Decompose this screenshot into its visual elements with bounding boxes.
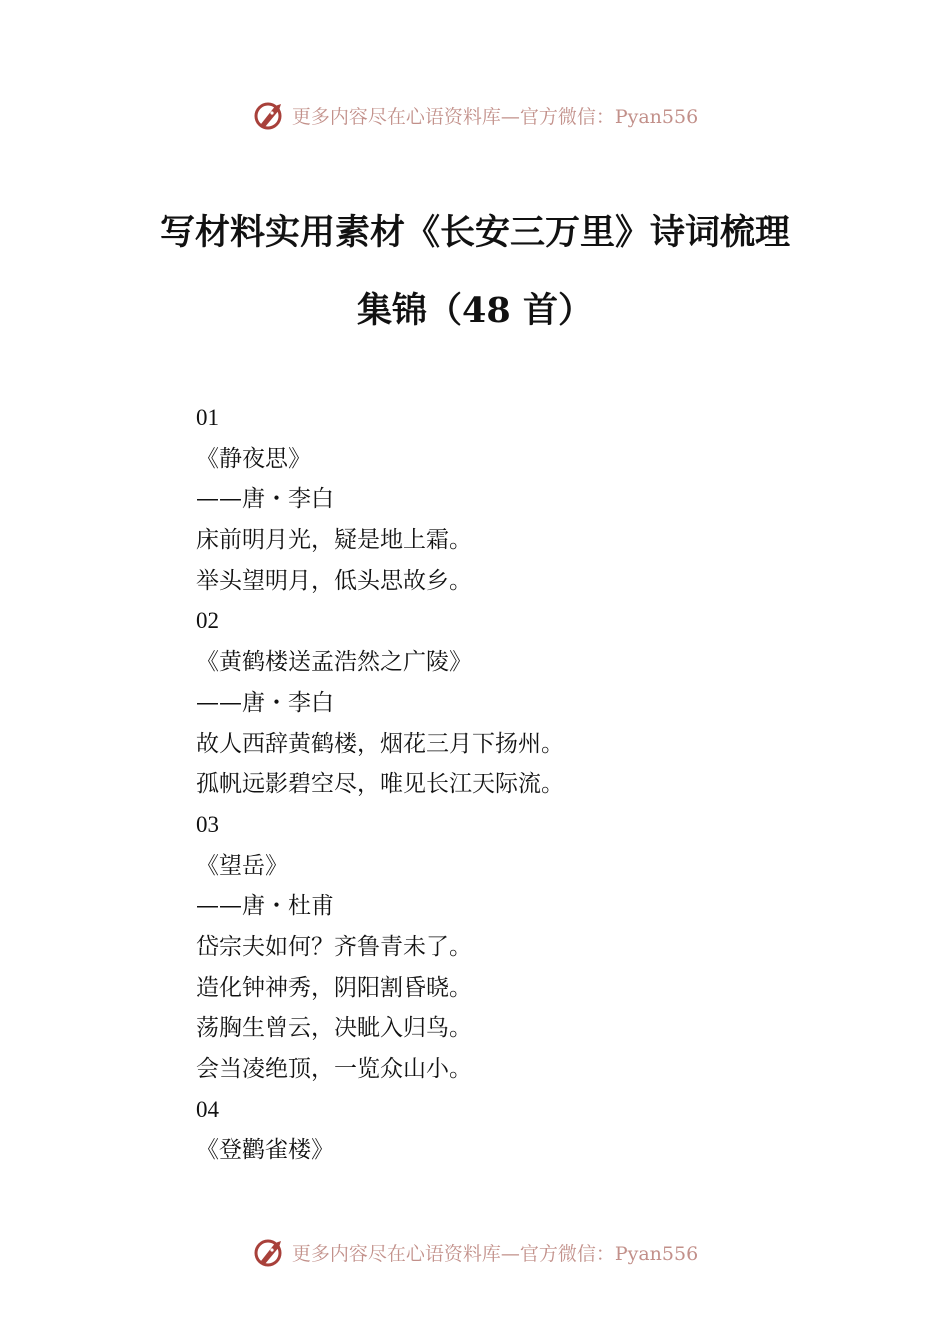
banner-text: 更多内容尽在心语资料库—官方微信：Pyan556 xyxy=(291,105,699,128)
poem-verse: 孤帆远影碧空尽，唯见长江天际流。 xyxy=(196,771,564,798)
banner-text: 更多内容尽在心语资料库—官方微信：Pyan556 xyxy=(291,1242,699,1265)
poem-verse: 会当凌绝顶，一览众山小。 xyxy=(196,1056,472,1082)
poem-title: 《登鹳雀楼》 xyxy=(196,1137,334,1164)
poem-author: ——唐・杜甫 xyxy=(196,893,334,920)
poem-title: 《望岳》 xyxy=(196,852,288,879)
poem-number: 03 xyxy=(196,811,219,837)
poem-verse: 造化钟神秀，阴阳割昏晓。 xyxy=(196,974,472,1001)
poem-title: 《黄鹤楼送孟浩然之广陵》 xyxy=(196,649,472,676)
poem-list xyxy=(196,398,796,1171)
poem-verse: 故人西辞黄鹤楼，烟花三月下扬州。 xyxy=(196,730,564,757)
poem-number: 04 xyxy=(196,1096,219,1122)
poem-verse: 荡胸生曾云，决眦入归鸟。 xyxy=(196,1015,472,1042)
poem-verse: 举头望明月，低头思故乡。 xyxy=(196,567,472,594)
poem-number: 01 xyxy=(196,405,219,430)
poem-author: ——唐・李白 xyxy=(196,689,334,716)
poem-verse: 岱宗夫如何？齐鲁青未了。 xyxy=(196,933,472,960)
poem-number: 02 xyxy=(196,608,219,634)
poem-title: 《静夜思》 xyxy=(196,445,311,472)
document-title-line-2: 集锦（48 首） xyxy=(357,290,593,331)
poem-author: ——唐・李白 xyxy=(196,486,334,513)
header-watermark-banner xyxy=(0,93,950,137)
pen-nib-circle-icon xyxy=(252,97,288,133)
poem-verse: 床前明月光，疑是地上霜。 xyxy=(196,527,472,554)
pen-nib-circle-icon xyxy=(252,1234,288,1270)
document-title-line-1: 写材料实用素材《长安三万里》诗词梳理 xyxy=(159,212,790,253)
footer-watermark-banner xyxy=(0,1230,950,1274)
